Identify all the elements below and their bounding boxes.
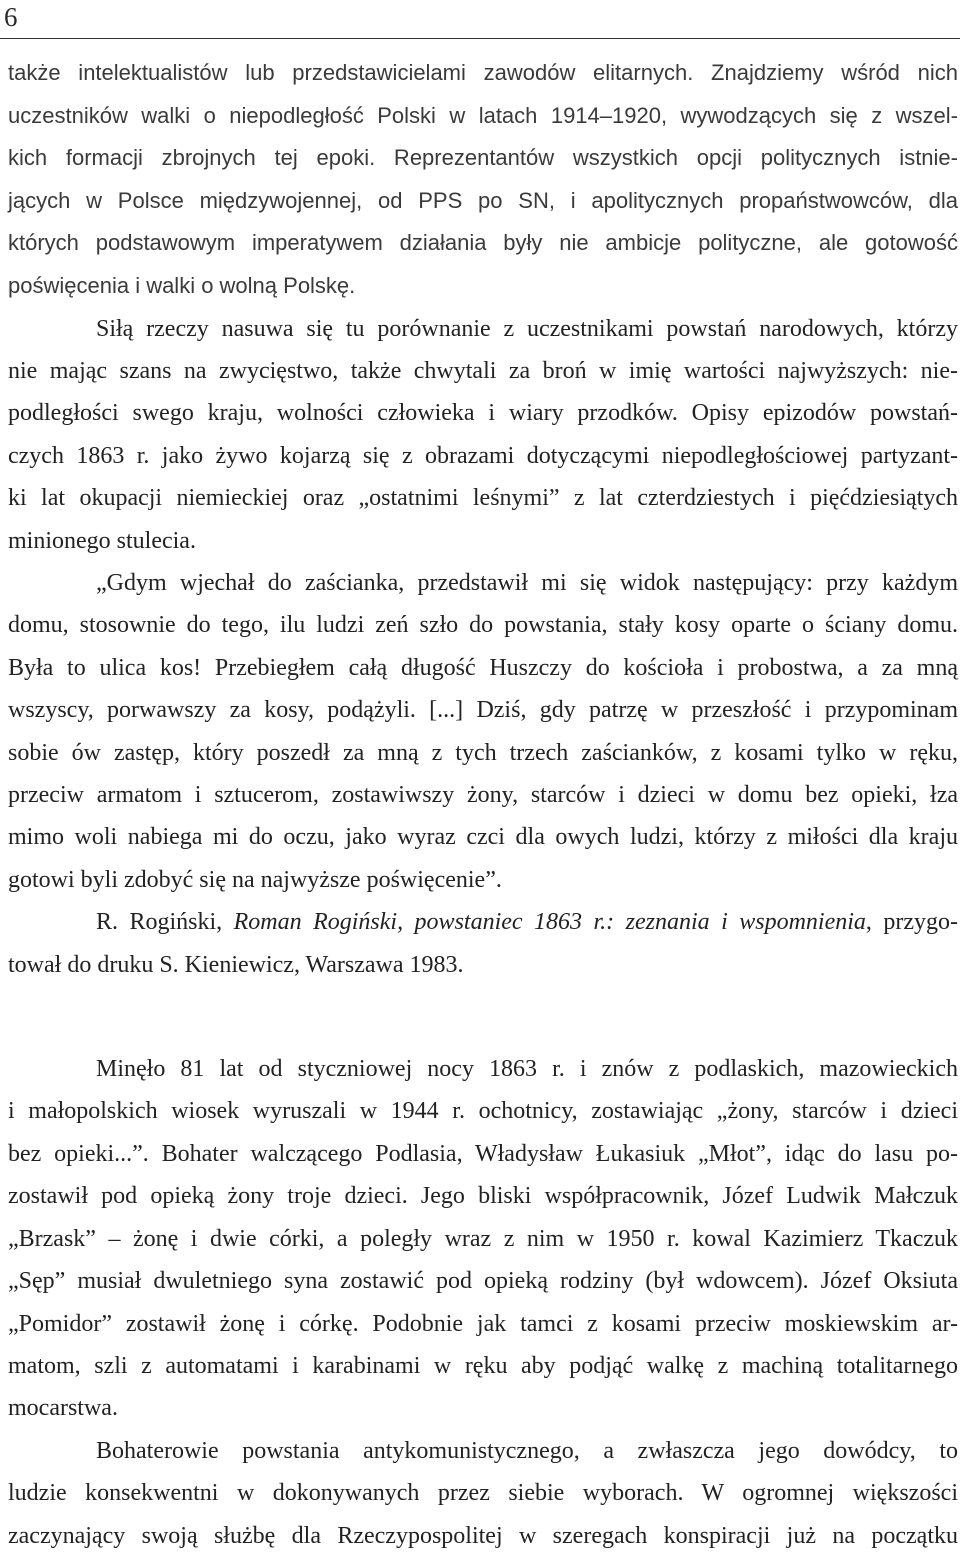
text-line: zostawił pod opieką żony troje dzieci. Jego bliski współpracownik, Józef Ludwik Małczuk — [8, 1183, 958, 1210]
text-line: mimo woli nabiega mi do oczu, jako wyraz czci dla owych ludzi, którzy z miłości dla kraju — [8, 824, 958, 851]
text-line: ludzie konsekwentni w dokonywanych przez siebie wyborach. W ogromnej większości — [8, 1480, 958, 1507]
text-line: Minęło 81 lat od styczniowej nocy 1863 r. i znów z podlaskich, mazowieckich — [96, 1056, 958, 1083]
text-line: ki lat okupacji niemieckiej oraz „ostatnimi leśnymi” z lat czterdziestych i pięćdziesiątych — [8, 485, 958, 512]
paragraph-2 — [8, 308, 958, 562]
text-line: „Sęp” musiał dwuletniego syna zostawić pod opieką rodziny (był wdowcem). Józef Oksiuta — [8, 1268, 958, 1295]
text-line: zaczynający swoją służbę dla Rzeczypospolitej w szeregach konspiracji już na początku — [8, 1522, 958, 1549]
paragraph-4 — [8, 1048, 958, 1430]
text-line: „Gdym wjechał do zaścianka, przedstawił mi się widok następujący: przy każdym — [96, 570, 958, 596]
header-rule — [0, 38, 960, 39]
text-line: sobie ów zastęp, który poszedł za mną z tych trzech zaścianków, z kosami tylko w ręku, — [8, 739, 958, 766]
text-line: gotowi byli zdobyć się na najwyższe poświęcenie”. — [8, 866, 502, 893]
text-line: i małopolskich wiosek wyruszali w 1944 r. ochotnicy, zostawiając „żony, starców i dzieci — [8, 1098, 958, 1125]
text-line: przeciw armatom i sztucerom, zostawiwszy żony, starców i dzieci w domu bez opieki, łza — [8, 782, 958, 809]
text-line: minionego stulecia. — [8, 527, 196, 554]
text-line: „Brzask” – żonę i dwie córki, a poległy wraz z nim w 1950 r. kowal Kazimierz Tkaczuk — [8, 1225, 958, 1252]
page-number: 6 — [4, 2, 18, 32]
text-line: poświęcenia i walki o wolną Polskę. — [8, 272, 356, 298]
citation-title: Roman Rogiński, powstaniec 1863 r.: zeznania i wspomnienia — [233, 909, 866, 936]
paragraph-5 — [8, 1430, 958, 1557]
text-line: bez opieki...”. Bohater walczącego Podlasia, Władysław Łukasiuk „Młot”, idąc do lasu po- — [8, 1140, 958, 1167]
text-line: których podstawowym imperatywem działania były nie ambicje polityczne, ale gotowość — [8, 230, 958, 256]
text-line: kich formacji zbrojnych tej epoki. Reprezentantów wszystkich opcji politycznych istnie- — [8, 145, 958, 171]
text-line: Była to ulica kos! Przebiegłem całą długość Huszczy do kościoła i probostwa, a za mną — [8, 654, 958, 681]
citation-tail: , przygo- — [865, 909, 958, 936]
text-line: nie mając szans na zwycięstwo, także chwytali za broń w imię wartości najwyższych: nie- — [8, 357, 958, 384]
text-line: podległości swego kraju, wolności człowieka i wiary przodków. Opisy epizodów powstań- — [8, 400, 958, 427]
page-body — [8, 52, 958, 1557]
text-line: „Pomidor” zostawił żonę i córkę. Podobnie jak tamci z kosami przeciw moskiewskim ar- — [8, 1310, 958, 1337]
citation-author: R. Rogiński, — [96, 909, 234, 936]
text-line: domu, stosownie do tego, ilu ludzi zeń szło do powstania, stały kosy oparte o ściany domu. — [8, 612, 958, 639]
section-gap — [8, 986, 958, 1048]
text-line: matom, szli z automatami i karabinami w ręku aby podjąć walkę z machiną totalitarnego — [8, 1352, 958, 1379]
citation — [8, 901, 958, 986]
paragraph-1 — [8, 52, 958, 308]
text-line: czych 1863 r. jako żywo kojarzą się z obrazami dotyczącymi niepodległościowej partyzant- — [8, 442, 958, 469]
text-line: wszyscy, porwawszy za kosy, podążyli. [...] Dziś, gdy patrzę w przeszłość i przypominam — [8, 697, 958, 724]
text-line: jących w Polsce międzywojennej, od PPS po SN, i apolitycznych propaństwowców, dla — [8, 187, 958, 213]
text-line: także intelektualistów lub przedstawicielami zawodów elitarnych. Znajdziemy wśród nich — [8, 60, 958, 85]
citation-line — [8, 901, 958, 943]
text-line: Siłą rzeczy nasuwa się tu porównanie z uczestnikami powstań narodowych, którzy — [96, 315, 958, 342]
text-line: mocarstwa. — [8, 1395, 118, 1422]
text-line: uczestników walki o niepodległość Polski w latach 1914–1920, wywodzących się z wszel- — [8, 102, 958, 128]
citation-line: tował do druku S. Kieniewicz, Warszawa 1983. — [8, 951, 464, 978]
text-line: Bohaterowie powstania antykomunistycznego, a zwłaszcza jego dowódcy, to — [96, 1437, 958, 1464]
quote-paragraph — [8, 562, 958, 901]
